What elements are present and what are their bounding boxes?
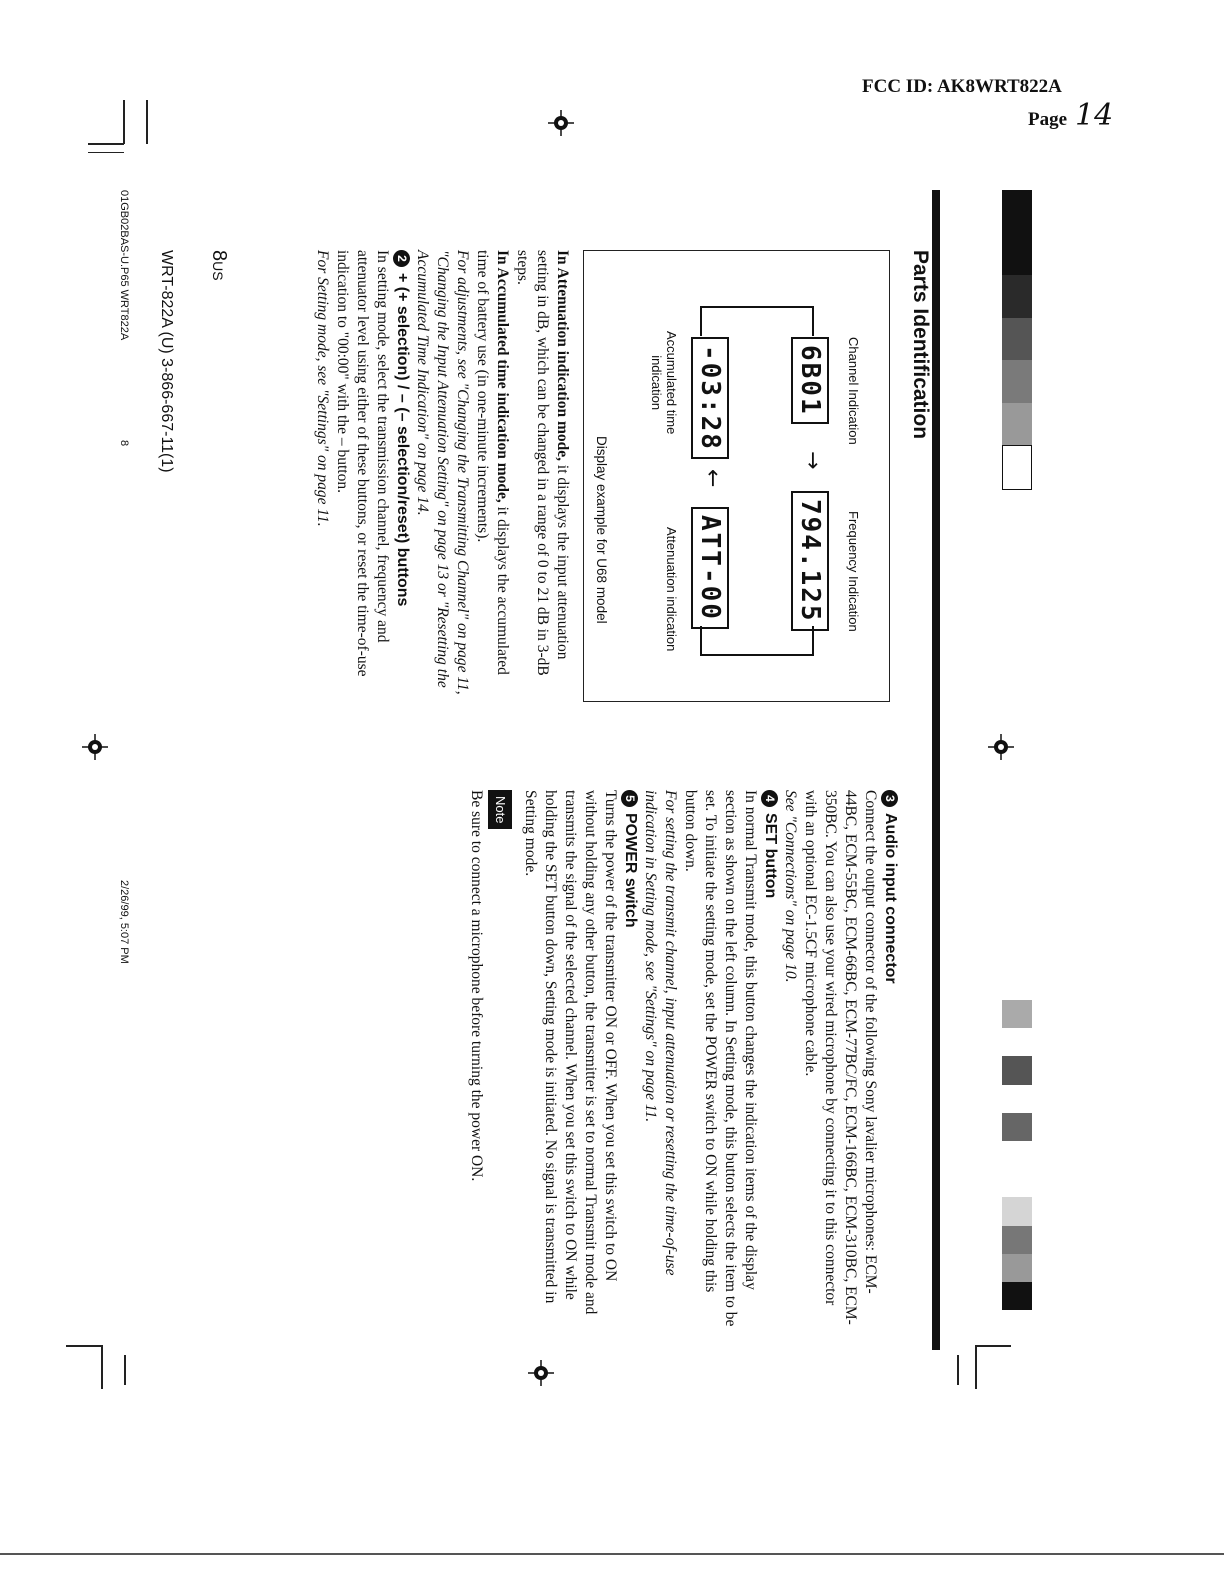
registration-mark-icon bbox=[548, 110, 574, 136]
item2-text: In setting mode, select the transmission channel, frequency and attenuator level using either of these buttons, or reset the time-of-use indication to "00:00" with the – button. bbox=[334, 250, 391, 677]
registration-mark-icon bbox=[82, 734, 108, 760]
channel-indication-label: Channel Indication bbox=[846, 337, 861, 445]
frequency-lcd: 794.125 bbox=[791, 491, 829, 631]
attenuation-mode-text: In Attenuation indication mode, it displays the input attenuation setting in dB, which can be changed in a range of 0 to 21 dB in 3-dB steps. bbox=[514, 250, 571, 676]
item2-heading: 2+ (+ selection) / – (– selection/reset) buttons bbox=[392, 250, 412, 700]
section-rule bbox=[932, 190, 940, 1350]
manual-page bbox=[118, 190, 1224, 1350]
crop-mark bbox=[975, 1345, 977, 1389]
accumulated-label: Accumulated time indication bbox=[649, 331, 679, 435]
channel-lcd: 6B01 bbox=[791, 337, 829, 424]
right-column bbox=[466, 790, 900, 1330]
crop-mark bbox=[123, 100, 125, 144]
item3-reference: See "Connections" on page 10. bbox=[782, 790, 799, 983]
crop-mark bbox=[124, 1355, 126, 1385]
item3-text: Connect the output connector of the following Sony lavalier microphones: ECM-44BC, ECM-55BC, ECM-66BC, ECM-77BC/FC, ECM-166BC, ECM-310BC, ECM-350BC. You can also use your wired microphone by connecting it to this connector with an optional EC-1.5CF microphone cable. bbox=[802, 790, 879, 1325]
cycle-connector bbox=[700, 306, 814, 336]
accumulated-mode-text: In Accumulated time indication mode, it displays the accumulated time of battery use (in one-minute increments). bbox=[474, 250, 511, 675]
page-number bbox=[1028, 98, 1113, 133]
diagram-caption: Display example for U68 model bbox=[594, 436, 609, 624]
left-column bbox=[312, 250, 572, 700]
cycle-connector bbox=[700, 626, 814, 656]
arrow-left-icon: ← bbox=[700, 469, 725, 488]
crop-mark bbox=[146, 100, 148, 144]
adjustments-reference: For adjustments, see "Changing the Transmitting Channel" on page 11, "Changing the Input Attenuation Setting" on page 13 or "Resetting the Accumulated Time Indication" on page 14. bbox=[414, 250, 471, 695]
crop-mark bbox=[101, 1345, 103, 1389]
print-code: 01GB02BAS-U.P65 WRT822A bbox=[118, 190, 130, 341]
thumb-tab-strip bbox=[1002, 190, 1032, 490]
item4-text: In normal Transmit mode, this button changes the indication items of the display section as shown on the left column. In Setting mode, this button selects the item to be set. To initiate the setting mode, set the POWER switch to ON while holding this button down. bbox=[682, 790, 759, 1327]
item5-heading: 5POWER switch bbox=[620, 790, 640, 1330]
crop-mark bbox=[88, 152, 124, 153]
item4-heading: 4SET button bbox=[760, 790, 780, 1330]
item3-heading: 3Audio input connector bbox=[880, 790, 900, 1330]
arrow-right-icon: → bbox=[800, 451, 825, 470]
handwritten-page-number: 14 bbox=[1075, 98, 1114, 133]
page-footer-number: 8US bbox=[208, 250, 230, 281]
note-text: Be sure to connect a microphone before turning the power ON. bbox=[468, 790, 485, 1182]
print-page-number: 8 bbox=[118, 440, 130, 447]
attenuation-lcd: ATT-00 bbox=[691, 507, 729, 629]
attenuation-indication-label: Attenuation indication bbox=[664, 527, 679, 652]
scan-edge-line bbox=[0, 1553, 1224, 1555]
display-diagram bbox=[583, 250, 890, 702]
crop-mark bbox=[957, 1355, 959, 1385]
crop-mark bbox=[88, 143, 124, 145]
section-title: Parts Identification bbox=[909, 250, 932, 440]
model-code: WRT-822A (U) 3-866-667-11(1) bbox=[158, 250, 175, 473]
item2-reference: For Setting mode, see "Settings" on page 11. bbox=[314, 250, 331, 527]
note-badge: Note bbox=[488, 790, 512, 829]
frequency-indication-label: Frequency Indication bbox=[846, 511, 861, 632]
accumulated-lcd: -03:28 bbox=[691, 337, 729, 459]
page-label: Page bbox=[1028, 109, 1068, 130]
thumb-tab-strip bbox=[1002, 1000, 1032, 1310]
fcc-id: FCC ID: AK8WRT822A bbox=[862, 76, 1062, 97]
registration-mark-icon bbox=[528, 1360, 554, 1386]
crop-mark bbox=[66, 1345, 102, 1347]
print-timestamp: 2/26/99, 5:07 PM bbox=[118, 880, 130, 964]
item5-text: Turns the power of the transmitter ON or OFF. When you set this switch to ON without holding any other button, the transmitter is set to normal Transmit mode and transmits the signal of the selected channel. When you set this switch to ON while holding the SET button down, Setting mode is initiated. No signal is transmitted in Setting mode. bbox=[522, 790, 619, 1315]
item4-reference: For setting the transmit channel, input attenuation or resetting the time-of-use indication in Setting mode, see "Settings" on page 11. bbox=[642, 790, 679, 1276]
